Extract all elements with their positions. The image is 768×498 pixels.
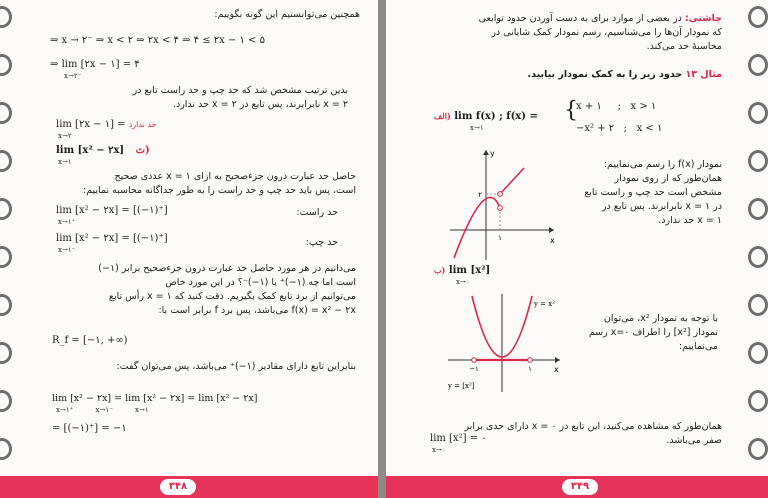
tick-label: ۱ <box>528 365 532 373</box>
spiral-ring <box>748 6 768 28</box>
text-line: f(x) = x² − ۲x می‌باشد، پس برد f برابر است با: <box>158 305 356 316</box>
final-limit-expr: lim [x² − ۲x] = lim [x² − ۲x] = lim [x² − ۲x] <box>52 393 258 404</box>
text-line: نمودار f(x) را رسم می‌نماییم: <box>603 159 722 170</box>
text-line: بدین ترتیب مشخص شد که حد چپ و حد راست تابع در <box>132 85 348 96</box>
lim-word: lim <box>61 59 78 70</box>
spiral-ring <box>748 54 768 76</box>
book-spine <box>378 0 386 498</box>
lim-sub: x→۰ <box>456 278 470 286</box>
text-line: حاصل حد عبارت درون جزءصحیح به ازای x = ۱ عددی صحیح <box>114 171 356 182</box>
page-number: ۳۴۹ <box>562 479 598 495</box>
spiral-ring <box>748 342 768 364</box>
text-line: در x = ۱ نابرابرند. پس تابع در <box>601 201 722 212</box>
axis-label-x: x <box>554 365 559 374</box>
text-line: بنابراین تابع دارای مقادیر (۱−)⁺ می‌باشد، پس می‌توان گفت: <box>116 361 356 372</box>
text-line: می‌نماییم: <box>678 341 718 352</box>
final-limit-subs: x→۱⁺ x→۱⁻ x→۱ <box>56 406 149 414</box>
page-footer <box>386 476 768 498</box>
piecewise-case: −x² + ۲ ; x < ۱ <box>576 123 663 134</box>
limit-line: ⇒ lim [۲x − ۱] = ۴ <box>50 59 140 70</box>
graph-piecewise <box>446 146 558 262</box>
note-text: در بعضی از موارد برای به دست آوردن حدود توابعی <box>478 13 682 24</box>
right-limit-expr: lim [x² − ۲x] = [(−۱)⁺] <box>56 205 168 216</box>
text-line: می‌توانیم از برد تابع کمک بگیریم. دقت کنید که x = ۱ رأس تابع <box>108 291 356 302</box>
curve-label: y = x² <box>534 300 556 308</box>
text-line: همچنین می‌توانستیم این گونه بگوییم: <box>214 9 360 20</box>
example-text: حدود زیر را به کمک نمودار بیابید. <box>527 69 683 80</box>
text-line: x = ۲ نابرابرند، پس تابع در x = ۲ حد ندارد. <box>172 99 348 110</box>
y-axis-arrow <box>483 150 489 155</box>
left-limit-label: حد چپ: <box>305 237 338 248</box>
graph-floor-square <box>444 288 564 396</box>
text-line: همان‌طور که از روی نمودار <box>614 173 722 184</box>
text-line: نمودار [x²] را اطراف x=۰ رسم <box>588 327 718 338</box>
lim-sub: x→۱ <box>58 158 72 166</box>
axis-label-x: x <box>550 236 555 245</box>
spiral-ring <box>748 198 768 220</box>
piecewise-case: x + ۱ ; x > ۱ <box>576 101 657 112</box>
x-axis-arrow <box>549 227 554 233</box>
note-line <box>479 12 722 25</box>
spiral-ring <box>748 102 768 124</box>
lim-sub: x→۲⁻ <box>64 72 82 80</box>
part-a-expr: lim f(x) ; f(x) = <box>454 111 538 122</box>
lim-sub: x→۲ <box>58 132 72 140</box>
page-footer <box>0 476 378 498</box>
lim-expr: [۲x − ۱] = ۴ <box>80 59 140 70</box>
lim-expr: lim [۲x − ۱] = <box>56 119 126 130</box>
left-limit-expr: lim [x² − ۲x] = [(−۱)⁺] <box>56 233 168 244</box>
final-result: = [(−۱)⁺] = −۱ <box>52 423 127 434</box>
part-b-expr: lim [x²] <box>448 265 491 276</box>
text-line: x = ۱ حد ندارد. <box>658 215 722 226</box>
text-line: صفر می‌باشد. <box>666 435 722 446</box>
text-line: مشخص است حد چپ و راست تابع <box>584 187 722 198</box>
text-line: است اما چه (۱−)⁺ یا (۱−)⁻؟ در این مورد خاص <box>165 277 356 288</box>
lim-sub: x→۱⁻ <box>58 246 76 254</box>
part-label: الف) <box>434 111 451 121</box>
text-line: همان‌طور که مشاهده می‌کنید، این تابع در x = ۰ دارای حدی برابر <box>464 421 722 432</box>
part-label: ث) <box>135 145 150 156</box>
tick-label: ۱ <box>498 234 502 242</box>
curve-line <box>500 168 524 194</box>
page-number: ۳۴۸ <box>160 479 196 495</box>
text-line: است، پس باید حد چپ و حد راست را به طور جداگانه محاسبه نماییم: <box>83 185 356 196</box>
tick-label: ۲ <box>478 191 482 199</box>
text-line: با توجه به نمودار x²، می‌توان <box>603 313 718 324</box>
no-limit-note: حد ندارد <box>128 120 157 129</box>
inequality-chain: ⇒ x → ۲⁻ ⇒ x < ۲ ⇒ ۲x < ۴ ⇒ ۴ ≤ ۲x − ۱ < ۵ <box>50 35 265 46</box>
tick-label: −۱ <box>469 365 479 373</box>
example-label: مثال ۱۳ <box>685 69 722 80</box>
left-page <box>0 0 378 498</box>
piecewise-brace: { <box>564 98 578 123</box>
note-line: محاسبهٔ حد می‌کند. <box>646 41 722 52</box>
open-point <box>472 358 477 363</box>
lim-sub: x→۱⁺ <box>58 218 76 226</box>
text-line: می‌دانیم در هر مورد حاصل حد عبارت درون جزءصحیح برابر (۱−) <box>98 263 356 274</box>
spiral-ring <box>748 438 768 460</box>
note-line: که نمودار آن‌ها را می‌شناسیم، رسم نمودار کمک شایانی در <box>491 27 722 38</box>
spiral-ring <box>748 390 768 412</box>
range-expr: R_f = [−۱, +∞) <box>52 335 128 346</box>
lim-sub: x→۰ <box>432 446 446 454</box>
right-page <box>386 0 768 498</box>
lim-sub: x→۱ <box>470 124 484 132</box>
axis-label-y: y <box>490 149 495 158</box>
x-axis-arrow <box>555 357 560 363</box>
part-label: ب) <box>434 265 446 275</box>
example-heading <box>528 68 722 81</box>
right-limit-label: حد راست: <box>296 207 338 218</box>
spiral-ring <box>748 150 768 172</box>
note-title: چاشنی: <box>684 13 722 24</box>
open-point <box>528 358 533 363</box>
curve-parabola <box>454 197 500 258</box>
final-limit-expr: lim [x²] = ۰ <box>430 433 487 444</box>
part-expr: lim [x² − ۲x] <box>56 145 125 156</box>
spiral-ring <box>748 246 768 268</box>
floor-label: y = [x²] <box>448 382 475 390</box>
spiral-ring <box>748 294 768 316</box>
part-a-expression <box>434 110 538 123</box>
